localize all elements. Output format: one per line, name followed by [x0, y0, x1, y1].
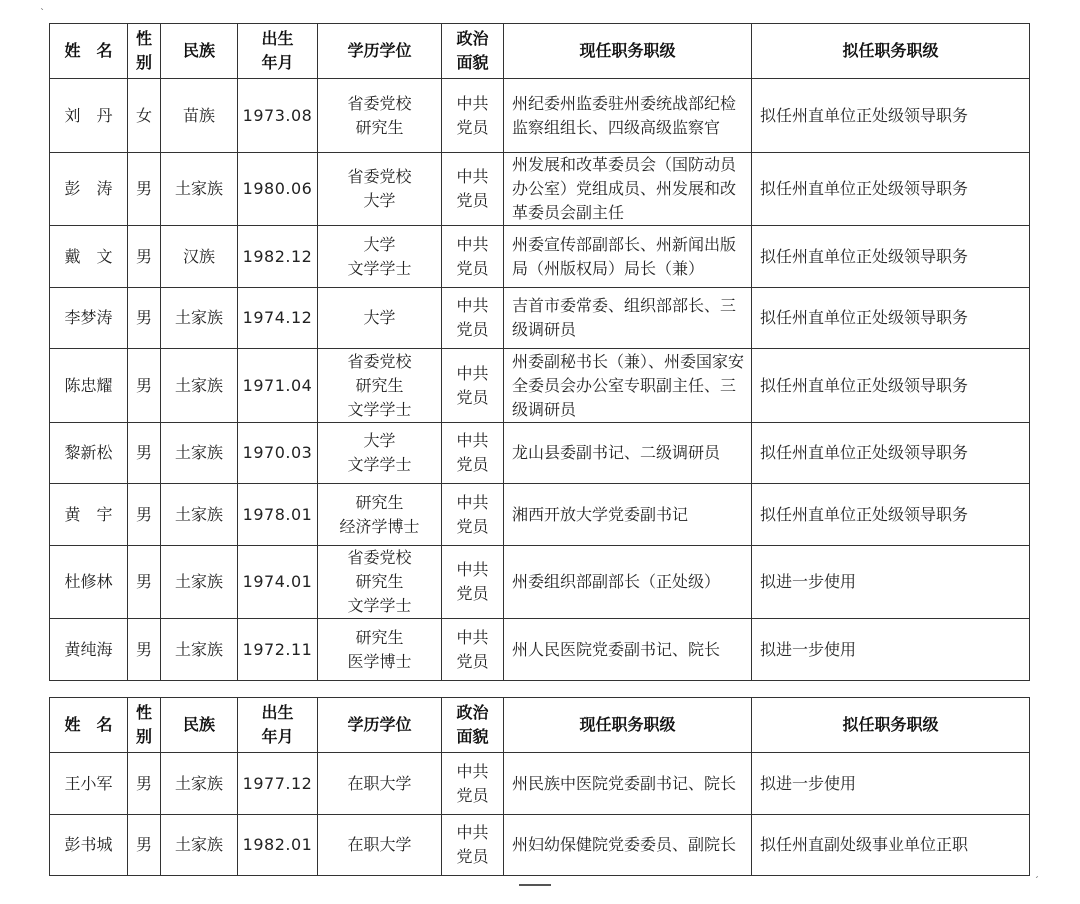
cell-gender: 男 [128, 619, 161, 681]
cell-birth: 1970.03 [238, 423, 318, 484]
page-indicator [519, 884, 551, 886]
table-header-row [50, 698, 1030, 753]
cell-gender: 女 [128, 79, 161, 153]
cell-current-post: 州发展和改革委员会（国防动员办公室）党组成员、州发展和改革委员会副主任 [504, 153, 752, 226]
table-row [50, 349, 1030, 423]
cell-gender: 男 [128, 753, 161, 815]
cell-current-post: 州妇幼保健院党委委员、副院长 [504, 815, 752, 876]
appointment-table-2 [49, 697, 1030, 876]
cell-gender: 男 [128, 226, 161, 288]
table-row [50, 546, 1030, 619]
cell-ethnicity: 土家族 [161, 423, 238, 484]
header-name: 姓 名 [50, 24, 128, 79]
cell-ethnicity: 土家族 [161, 753, 238, 815]
cell-politics: 中共 党员 [442, 226, 504, 288]
cell-education: 大学 [318, 288, 442, 349]
cell-ethnicity: 汉族 [161, 226, 238, 288]
cell-ethnicity: 土家族 [161, 546, 238, 619]
cell-education: 研究生 经济学博士 [318, 484, 442, 546]
header-ethnicity: 民族 [161, 698, 238, 753]
cell-proposed-post: 拟任州直副处级事业单位正职 [752, 815, 1030, 876]
cell-politics: 中共 党员 [442, 79, 504, 153]
cell-education: 省委党校 研究生 [318, 79, 442, 153]
cell-education: 在职大学 [318, 815, 442, 876]
cell-gender: 男 [128, 349, 161, 423]
appointment-table-1 [49, 23, 1030, 681]
table-row [50, 226, 1030, 288]
table-2-body [50, 753, 1030, 876]
cell-name: 彭 涛 [50, 153, 128, 226]
cell-name: 刘 丹 [50, 79, 128, 153]
cell-education: 省委党校 研究生 文学学士 [318, 349, 442, 423]
cell-current-post: 州人民医院党委副书记、院长 [504, 619, 752, 681]
cell-current-post: 吉首市委常委、组织部部长、三级调研员 [504, 288, 752, 349]
scan-mark-bottom-right: ˊ [1034, 876, 1039, 887]
cell-proposed-post: 拟任州直单位正处级领导职务 [752, 153, 1030, 226]
table-1-body [50, 79, 1030, 681]
cell-proposed-post: 拟任州直单位正处级领导职务 [752, 288, 1030, 349]
cell-proposed-post: 拟任州直单位正处级领导职务 [752, 79, 1030, 153]
cell-birth: 1974.12 [238, 288, 318, 349]
table-row [50, 153, 1030, 226]
table-row [50, 753, 1030, 815]
cell-proposed-post: 拟任州直单位正处级领导职务 [752, 349, 1030, 423]
header-name: 姓 名 [50, 698, 128, 753]
header-proposed-post: 拟任职务职级 [752, 698, 1030, 753]
header-birth: 出生 年月 [238, 24, 318, 79]
cell-birth: 1982.12 [238, 226, 318, 288]
cell-politics: 中共 党员 [442, 815, 504, 876]
cell-ethnicity: 苗族 [161, 79, 238, 153]
header-gender: 性 别 [128, 24, 161, 79]
cell-proposed-post: 拟进一步使用 [752, 546, 1030, 619]
cell-birth: 1982.01 [238, 815, 318, 876]
cell-name: 彭书城 [50, 815, 128, 876]
cell-education: 在职大学 [318, 753, 442, 815]
cell-gender: 男 [128, 484, 161, 546]
cell-current-post: 州纪委州监委驻州委统战部纪检监察组组长、四级高级监察官 [504, 79, 752, 153]
table-row [50, 484, 1030, 546]
cell-ethnicity: 土家族 [161, 484, 238, 546]
cell-current-post: 龙山县委副书记、二级调研员 [504, 423, 752, 484]
cell-politics: 中共 党员 [442, 484, 504, 546]
cell-politics: 中共 党员 [442, 423, 504, 484]
cell-birth: 1972.11 [238, 619, 318, 681]
header-proposed-post: 拟任职务职级 [752, 24, 1030, 79]
cell-gender: 男 [128, 546, 161, 619]
cell-birth: 1977.12 [238, 753, 318, 815]
cell-ethnicity: 土家族 [161, 349, 238, 423]
cell-birth: 1971.04 [238, 349, 318, 423]
header-politics: 政治 面貌 [442, 24, 504, 79]
cell-politics: 中共 党员 [442, 153, 504, 226]
cell-name: 陈忠耀 [50, 349, 128, 423]
cell-birth: 1973.08 [238, 79, 318, 153]
table-row [50, 79, 1030, 153]
cell-education: 大学 文学学士 [318, 226, 442, 288]
header-politics: 政治 面貌 [442, 698, 504, 753]
cell-politics: 中共 党员 [442, 619, 504, 681]
cell-gender: 男 [128, 288, 161, 349]
cell-ethnicity: 土家族 [161, 153, 238, 226]
table-row [50, 423, 1030, 484]
header-education: 学历学位 [318, 698, 442, 753]
cell-gender: 男 [128, 153, 161, 226]
cell-current-post: 州委副秘书长（兼）、州委国家安全委员会办公室专职副主任、三级调研员 [504, 349, 752, 423]
cell-proposed-post: 拟任州直单位正处级领导职务 [752, 423, 1030, 484]
cell-name: 王小军 [50, 753, 128, 815]
cell-name: 杜修林 [50, 546, 128, 619]
cell-education: 大学 文学学士 [318, 423, 442, 484]
table-row [50, 815, 1030, 876]
cell-name: 黄纯海 [50, 619, 128, 681]
cell-current-post: 州民族中医院党委副书记、院长 [504, 753, 752, 815]
cell-education: 省委党校 大学 [318, 153, 442, 226]
cell-gender: 男 [128, 423, 161, 484]
cell-ethnicity: 土家族 [161, 619, 238, 681]
cell-current-post: 湘西开放大学党委副书记 [504, 484, 752, 546]
cell-politics: 中共 党员 [442, 546, 504, 619]
cell-ethnicity: 土家族 [161, 288, 238, 349]
cell-birth: 1974.01 [238, 546, 318, 619]
cell-current-post: 州委宣传部副部长、州新闻出版局（州版权局）局长（兼） [504, 226, 752, 288]
cell-name: 戴 文 [50, 226, 128, 288]
header-current-post: 现任职务职级 [504, 698, 752, 753]
table-row [50, 288, 1030, 349]
cell-proposed-post: 拟任州直单位正处级领导职务 [752, 226, 1030, 288]
cell-gender: 男 [128, 815, 161, 876]
cell-education: 研究生 医学博士 [318, 619, 442, 681]
header-current-post: 现任职务职级 [504, 24, 752, 79]
cell-politics: 中共 党员 [442, 288, 504, 349]
cell-name: 黄 宇 [50, 484, 128, 546]
cell-name: 李梦涛 [50, 288, 128, 349]
cell-current-post: 州委组织部副部长（正处级） [504, 546, 752, 619]
header-ethnicity: 民族 [161, 24, 238, 79]
cell-education: 省委党校 研究生 文学学士 [318, 546, 442, 619]
cell-proposed-post: 拟进一步使用 [752, 753, 1030, 815]
cell-birth: 1980.06 [238, 153, 318, 226]
header-education: 学历学位 [318, 24, 442, 79]
header-birth: 出生 年月 [238, 698, 318, 753]
table-header-row [50, 24, 1030, 79]
cell-name: 黎新松 [50, 423, 128, 484]
cell-politics: 中共 党员 [442, 349, 504, 423]
cell-ethnicity: 土家族 [161, 815, 238, 876]
cell-birth: 1978.01 [238, 484, 318, 546]
cell-proposed-post: 拟进一步使用 [752, 619, 1030, 681]
scan-mark-top-left: ˋ [40, 8, 45, 19]
header-gender: 性 别 [128, 698, 161, 753]
table-row [50, 619, 1030, 681]
cell-politics: 中共 党员 [442, 753, 504, 815]
cell-proposed-post: 拟任州直单位正处级领导职务 [752, 484, 1030, 546]
